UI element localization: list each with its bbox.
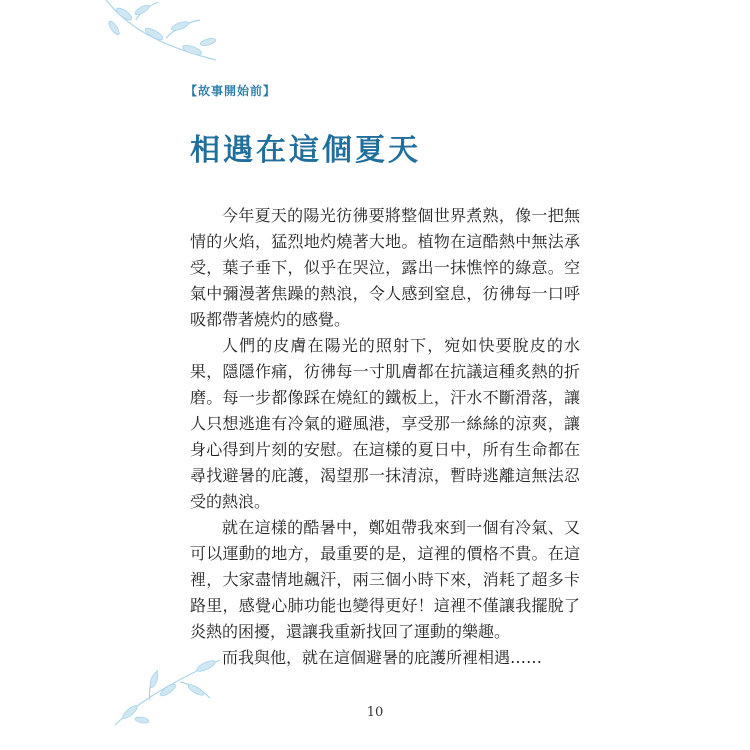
body-text: [190, 203, 580, 671]
paragraph: 就在這樣的酷暑中，鄭姐帶我來到一個有冷氣、又可以運動的地方，最重要的是，這裡的價格不貴。在這裡，大家盡情地飆汗，兩三個小時下來，消耗了超多卡路里，感覺心肺功能也變得更好！這裡不僅讓我擺脫了炎熱的困擾，還讓我重新找回了運動的樂趣。: [190, 518, 580, 641]
chapter-title: 相遇在這個夏天: [190, 133, 421, 168]
paragraph: 而我與他，就在這個避暑的庇護所裡相遇……: [222, 648, 543, 667]
paragraph: 今年夏天的陽光彷彿要將整個世界煮熟，像一把無情的火焰，猛烈地灼燒著大地。植物在這酷熱中無法承受，葉子垂下，似乎在哭泣，露出一抹憔悴的綠意。空氣中彌漫著焦躁的熱浪，令人感到窒息，彷彿每一口呼吸都帶著燒灼的感覺。: [190, 206, 580, 329]
leaf-branch-icon: [96, 0, 226, 70]
page-number: 10: [366, 705, 384, 720]
section-tag: 【故事開始前】: [185, 84, 277, 98]
paragraph: 人們的皮膚在陽光的照射下，宛如快要脫皮的水果，隱隱作痛，彷彿每一寸肌膚都在抗議這種炙熱的折磨。每一步都像踩在燒紅的鐵板上，汗水不斷滑落，讓人只想逃進有冷氣的避風港，享受那一絲絲的涼爽，讓身心得到片刻的安慰。在這樣的夏日中，所有生命都在尋找避暑的庇護，渴望那一抹清涼，暫時逃離這無法忍受的熱浪。: [190, 336, 580, 511]
